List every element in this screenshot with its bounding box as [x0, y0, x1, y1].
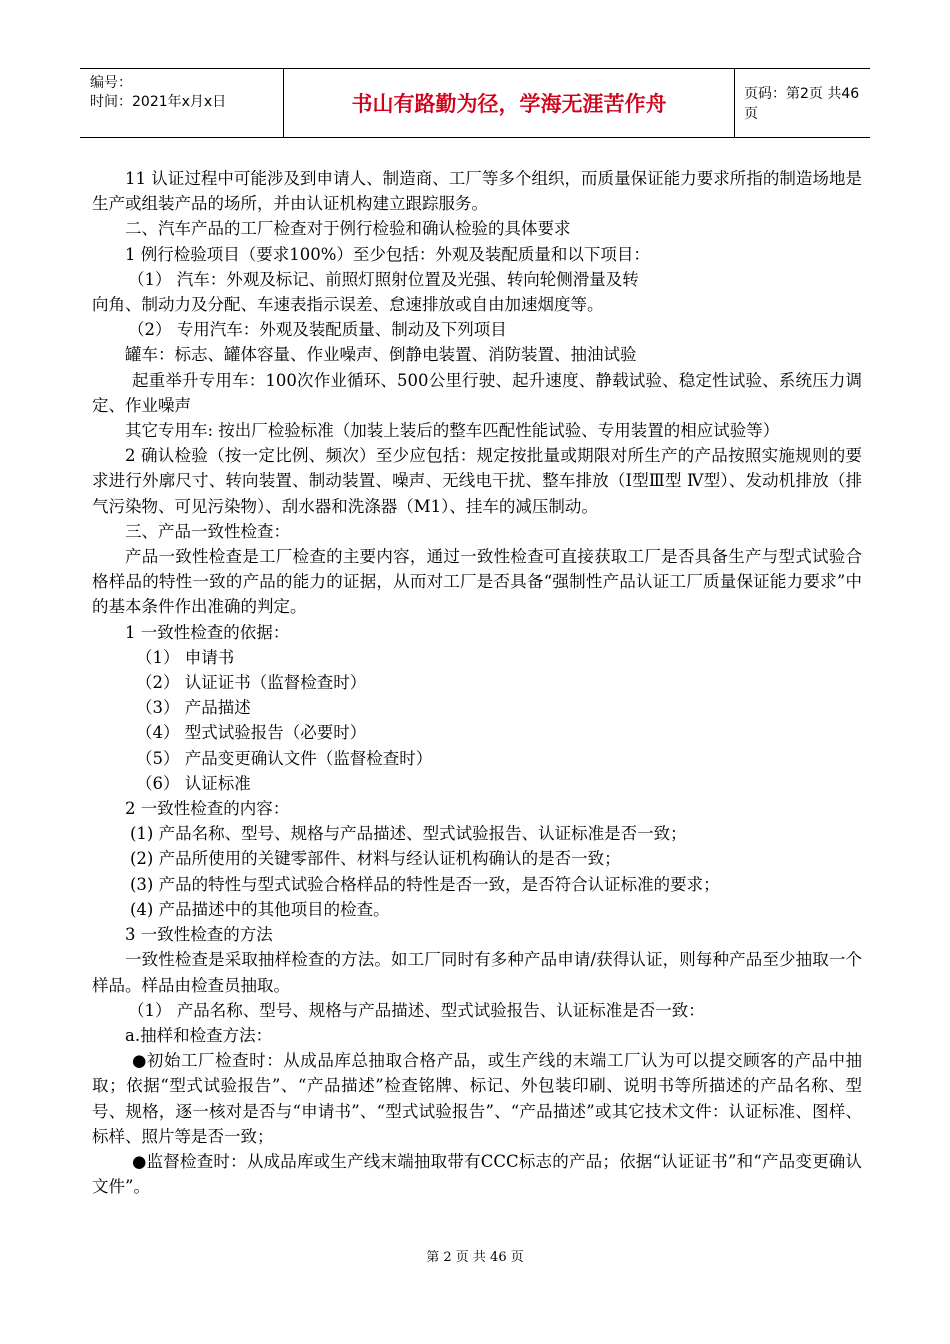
paragraph: 一致性检查是采取抽样检查的方法。如工厂同时有多种产品申请/获得认证，则每种产品至少抽取一个样品。样品由检查员抽取。: [92, 950, 862, 995]
paragraph: 2 确认检验（按一定比例、频次）至少应包括：规定按批量或期限对所生产的产品按照实施规则的要求进行外廓尺寸、转向装置、制动装置、噪声、无线电干扰、整车排放（Ⅰ型Ⅲ型 Ⅳ型）、发动机排放（排气污染物、可见污染物）、刮水器和洗涤器（M1）、挂车的减压制动。: [92, 446, 862, 516]
list-item: (3) 产品的特性与型式试验合格样品的特性是否一致，是否符合认证标准的要求；: [130, 874, 720, 894]
list-item: （1） 申请书: [136, 647, 235, 667]
document-body: [92, 166, 862, 1199]
list-item: (4) 产品描述中的其他项目的检查。: [130, 899, 390, 919]
list-item: （3） 产品描述: [136, 698, 251, 718]
paragraph: 向角、制动力及分配、车速表指示误差、怠速排放或自由加速烟度等。: [92, 295, 604, 315]
section-heading: 二、汽车产品的工厂检查对于例行检验和确认检验的具体要求: [125, 219, 571, 239]
paragraph: a.抽样和检查方法：: [125, 1025, 273, 1045]
header-slogan: 书山有路勤为径，学海无涯苦作舟: [283, 69, 735, 137]
page-header: [80, 68, 870, 138]
document-number-label: 编号：: [90, 75, 132, 91]
paragraph: 产品一致性检查是工厂检查的主要内容，通过一致性检查可直接获取工厂是否具备生产与型式试验合格样品的特性一致的产品的能力的证据，从而对工厂是否具备“强制性产品认证工厂质量保证能力要求”中的基本条件作出准确的判定。: [92, 547, 862, 617]
bullet-paragraph: ●监督检查时：从成品库或生产线末端抽取带有CCC标志的产品；依据“认证证书”和“产品变更确认文件”。: [92, 1151, 862, 1197]
paragraph: 其它专用车: 按出厂检验标准（加装上装后的整车匹配性能试验、专用装置的相应试验等）: [125, 421, 780, 441]
list-item: （1） 产品名称、型号、规格与产品描述、型式试验报告、认证标准是否一致：: [128, 1000, 705, 1020]
subheading: 1 一致性检查的依据：: [125, 622, 290, 642]
header-meta: [80, 69, 280, 137]
list-item: (1) 产品名称、型号、规格与产品描述、型式试验报告、认证标准是否一致；: [130, 824, 687, 844]
paragraph: 11 认证过程中可能涉及到申请人、制造商、工厂等多个组织，而质量保证能力要求所指的制造场地是生产或组装产品的场所，并由认证机构建立跟踪服务。: [92, 169, 862, 214]
paragraph: 罐车：标志、罐体容量、作业噪声、倒静电装置、消防装置、抽油试验: [125, 345, 637, 365]
list-item: （5） 产品变更确认文件（监督检查时）: [136, 748, 433, 768]
subheading: 2 一致性检查的内容：: [125, 799, 290, 819]
header-page-info: 页码：第2页 共46页: [744, 86, 860, 122]
section-heading: 三、产品一致性检查：: [125, 521, 290, 541]
list-item: (2) 产品所使用的关键零部件、材料与经认证机构确认的是否一致；: [130, 849, 621, 869]
list-item: （1） 汽车：外观及标记、前照灯照射位置及光强、转向轮侧滑量及转: [128, 269, 639, 289]
list-item: （4） 型式试验报告（必要时）: [136, 723, 367, 743]
document-date: 时间：2021年x月x日: [90, 94, 227, 110]
paragraph: 起重举升专用车：100次作业循环、500公里行驶、起升速度、静载试验、稳定性试验、系统压力调定、作业噪声: [92, 370, 862, 415]
list-item: （6） 认证标准: [136, 773, 251, 793]
paragraph: 1 例行检验项目（要求100%）至少包括：外观及装配质量和以下项目：: [125, 244, 650, 264]
subheading: 3 一致性检查的方法: [125, 925, 273, 945]
list-item: （2） 认证证书（监督检查时）: [136, 673, 367, 693]
list-item: （2） 专用汽车：外观及装配质量、制动及下列项目: [128, 320, 507, 340]
bullet-paragraph: ●初始工厂检查时：从成品库总抽取合格产品，或生产线的末端工厂认为可以提交顾客的产品中抽取；依据“型式试验报告”、“产品描述”检查铭牌、标记、外包装印刷、说明书等所描述的产品名称、型号、规格，逐一核对是否与“申请书”、“型式试验报告”、“产品描述”或其它技术文件：认证标准、图样、标样、照片等是否一致；: [92, 1051, 862, 1146]
page-footer: 第 2 页 共 46 页: [426, 1250, 524, 1265]
